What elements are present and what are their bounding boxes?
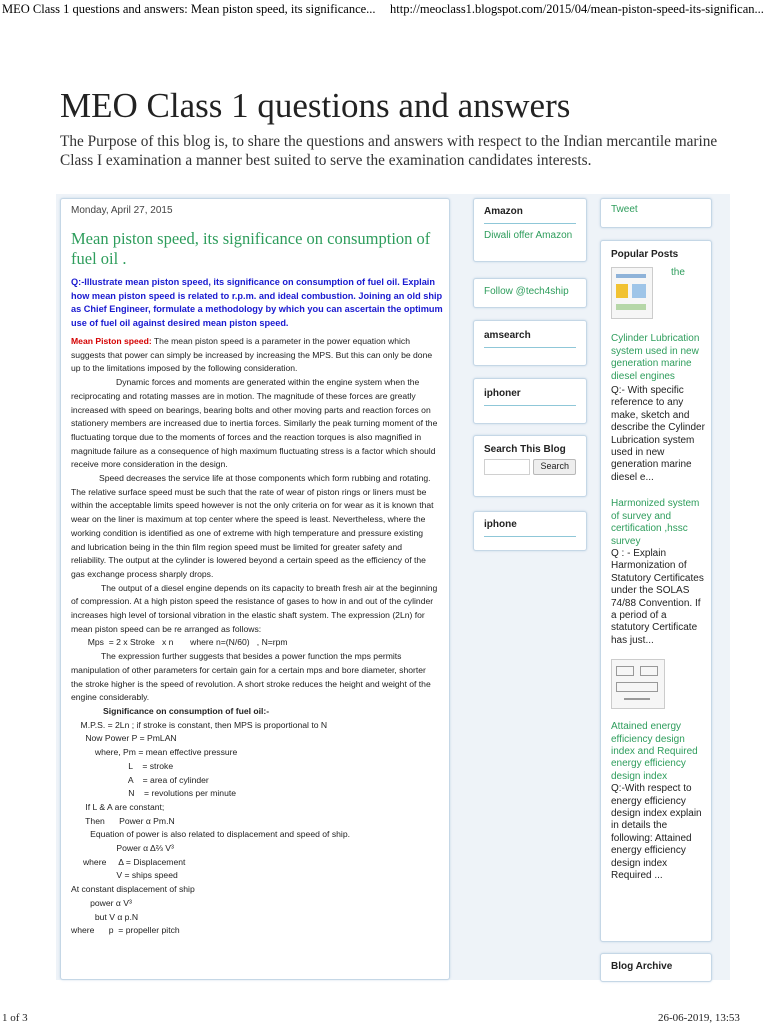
search-button[interactable]: Search	[533, 459, 576, 475]
post-thumbnail-image[interactable]	[611, 267, 653, 319]
formula-line: Power α Δ⅔ V³	[71, 843, 174, 854]
follow-gadget	[473, 278, 587, 308]
formula-line: M.P.S. = 2Ln ; if stroke is constant, then MPS is proportional to N	[71, 719, 328, 730]
iphone-heading: iphone	[484, 519, 576, 537]
formula-line: power α V³	[71, 897, 132, 908]
formula-line: At constant displacement of ship	[71, 884, 195, 895]
popular-post-snippet: Q:-With respect to energy efficiency design index explain in details the following: Attained energy efficiency design index Required ...	[611, 783, 702, 882]
print-page-number: 1 of 3	[2, 1012, 28, 1024]
popular-post-link[interactable]: Cylinder Lubrication system used in new generation marine diesel engines	[611, 333, 700, 382]
formula-line: V = ships speed	[71, 870, 178, 881]
popular-post-link[interactable]: the	[671, 267, 685, 279]
paragraph-output: The output of a diesel engine depends on its capacity to breath fresh air at the beginning of compression. At a high piston speed the resistance of gases to how in and out of the cylinder increases high level of torsional vibration in the elastic shaft system. The expression (2Ln) for mean piston speed can be re arranged as follows:	[71, 582, 438, 634]
popular-post-snippet: Q:- With specific reference to any make, sketch and describe the Cylinder Lubrication system used in new generation marine diesel e...	[611, 385, 705, 483]
popular-post-snippet: Q : - Explain Harmonization of Statutory Certificates under the SOLAS 74/88 Convention. If a period of a statutory Certificate has just...	[611, 547, 704, 646]
formula-line: L = stroke	[71, 760, 174, 771]
tweet-gadget	[600, 198, 712, 228]
tweet-link[interactable]: Tweet	[611, 204, 638, 215]
post-title[interactable]: Mean piston speed, its significance on consumption of fuel oil .	[71, 229, 431, 268]
print-header-title: MEO Class 1 questions and answers: Mean piston speed, its significance...	[2, 2, 376, 16]
search-form	[484, 459, 576, 475]
iphoner-gadget	[473, 378, 587, 424]
search-heading: Search This Blog	[484, 444, 566, 455]
popular-posts-gadget	[600, 240, 712, 942]
formula-line: Equation of power is also related to displacement and speed of ship.	[71, 829, 350, 840]
formula-line: A = area of cylinder	[71, 774, 209, 785]
iphoner-heading: iphoner	[484, 388, 576, 406]
amazon-gadget	[473, 198, 587, 262]
paragraph-expression: The expression further suggests that besides a power function the mps permits manipulation of other parameters for certain gain for a certain mps and bore diameter, shorter the stroke higher is the speed of revolution. A short stroke reduces the height and weight of the engine considerably.	[71, 651, 431, 703]
popular-post-link[interactable]: Harmonized system of survey and certification ,hssc survey	[611, 498, 700, 547]
search-gadget	[473, 435, 587, 497]
formula-line: N = revolutions per minute	[71, 788, 237, 799]
popular-posts-heading: Popular Posts	[611, 249, 679, 260]
post-thumbnail-image[interactable]	[611, 659, 665, 709]
formula-line: If L & A are constant;	[71, 801, 165, 812]
popular-post-link[interactable]: Attained energy efficiency design index and Required energy efficiency design index	[611, 721, 698, 782]
formula-line: Then Power α Pm.N	[71, 815, 175, 826]
blog-description: The Purpose of this blog is, to share the questions and answers with respect to the Indian mercantile marine Class I examination a manner best suited to serve the examination candidates interests.	[60, 133, 718, 169]
formula-line: but V α p.N	[71, 911, 139, 922]
blog-archive-gadget	[600, 953, 712, 982]
follow-link[interactable]: Follow @tech4ship	[484, 286, 569, 297]
significance-heading: Significance on consumption of fuel oil:-	[103, 705, 270, 716]
print-timestamp: 26-06-2019, 13:53	[658, 1012, 740, 1024]
formula-mps: Mps = 2 x Stroke x n where n=(N/60) , N=rpm	[71, 637, 288, 648]
post-question: Q:-Illustrate mean piston speed, its significance on consumption of fuel oil. Explain how mean piston speed is related to r.p.m. and ideal combustion. Joining an old ship as Chief Engineer, formulate a methodology by which you can ascertain the optimum use of fuel oil against desired mean piston speed.	[71, 277, 443, 328]
amazon-heading: Amazon	[484, 206, 576, 224]
paragraph-dynamic-forces: Dynamic forces and moments are generated within the engine system when the reciprocating and rotating masses are in motion. The magnitude of these forces are greatly increased with speed on bearings, bearing bolts and other moving parts and reaction forces on stationery members are increased due to inertia forces. Similarly the peak turning moment of the fluctuating torque due to the moments of forces and the reaction torques is also magnified in magnitude failure as a consequence of high maximum fluctuating stress is a factor which should receive more consideration in the design.	[71, 377, 438, 470]
search-input[interactable]	[484, 459, 530, 475]
amsearch-gadget	[473, 320, 587, 366]
amazon-offer-link[interactable]: Diwali offer Amazon	[484, 230, 573, 241]
post-date: Monday, April 27, 2015	[71, 205, 173, 216]
formula-line: where, Pm = mean effective pressure	[71, 747, 238, 758]
paragraph-mean-piston-speed	[71, 335, 439, 376]
iphone-gadget	[473, 511, 587, 551]
print-header-url: http://meoclass1.blogspot.com/2015/04/mean-piston-speed-its-significan...	[390, 2, 764, 16]
amsearch-heading: amsearch	[484, 330, 576, 348]
formula-line: Now Power P = PmLAN	[71, 733, 177, 744]
blog-title[interactable]: MEO Class 1 questions and answers	[60, 86, 571, 125]
formula-line: where p = propeller pitch	[71, 925, 180, 936]
paragraph-speed-decreases: Speed decreases the service life at those components which form rubbing and rotating. The relative surface speed must be such that the rate of wear of piston rings or liners must be within the acceptable limits speed however is not the only criteria on for wear as it is known that wear on the liner is maximum at top center where the speed is least. Nevertheless, where the working condition is identified as one of extreme with high temperature and pressure existing and lubrication being in the thin film region speed must be limited for greater safety and reliability. The output at the cylinder is lowered beyond a certain speed as the efficiency of the gas exchange process sharply drops.	[71, 473, 434, 579]
blog-archive-heading: Blog Archive	[611, 961, 673, 972]
post-panel	[60, 198, 450, 980]
formula-line: where Δ = Displacement	[71, 856, 186, 867]
mean-piston-speed-label: Mean Piston speed:	[71, 336, 152, 346]
post-body	[71, 335, 439, 938]
paragraph-text: The mean piston speed is a parameter in the power equation which suggests that power can simply be increased by increasing the MPS. But this can only be done up to the limitations imposed by the following consideration.	[71, 336, 433, 374]
